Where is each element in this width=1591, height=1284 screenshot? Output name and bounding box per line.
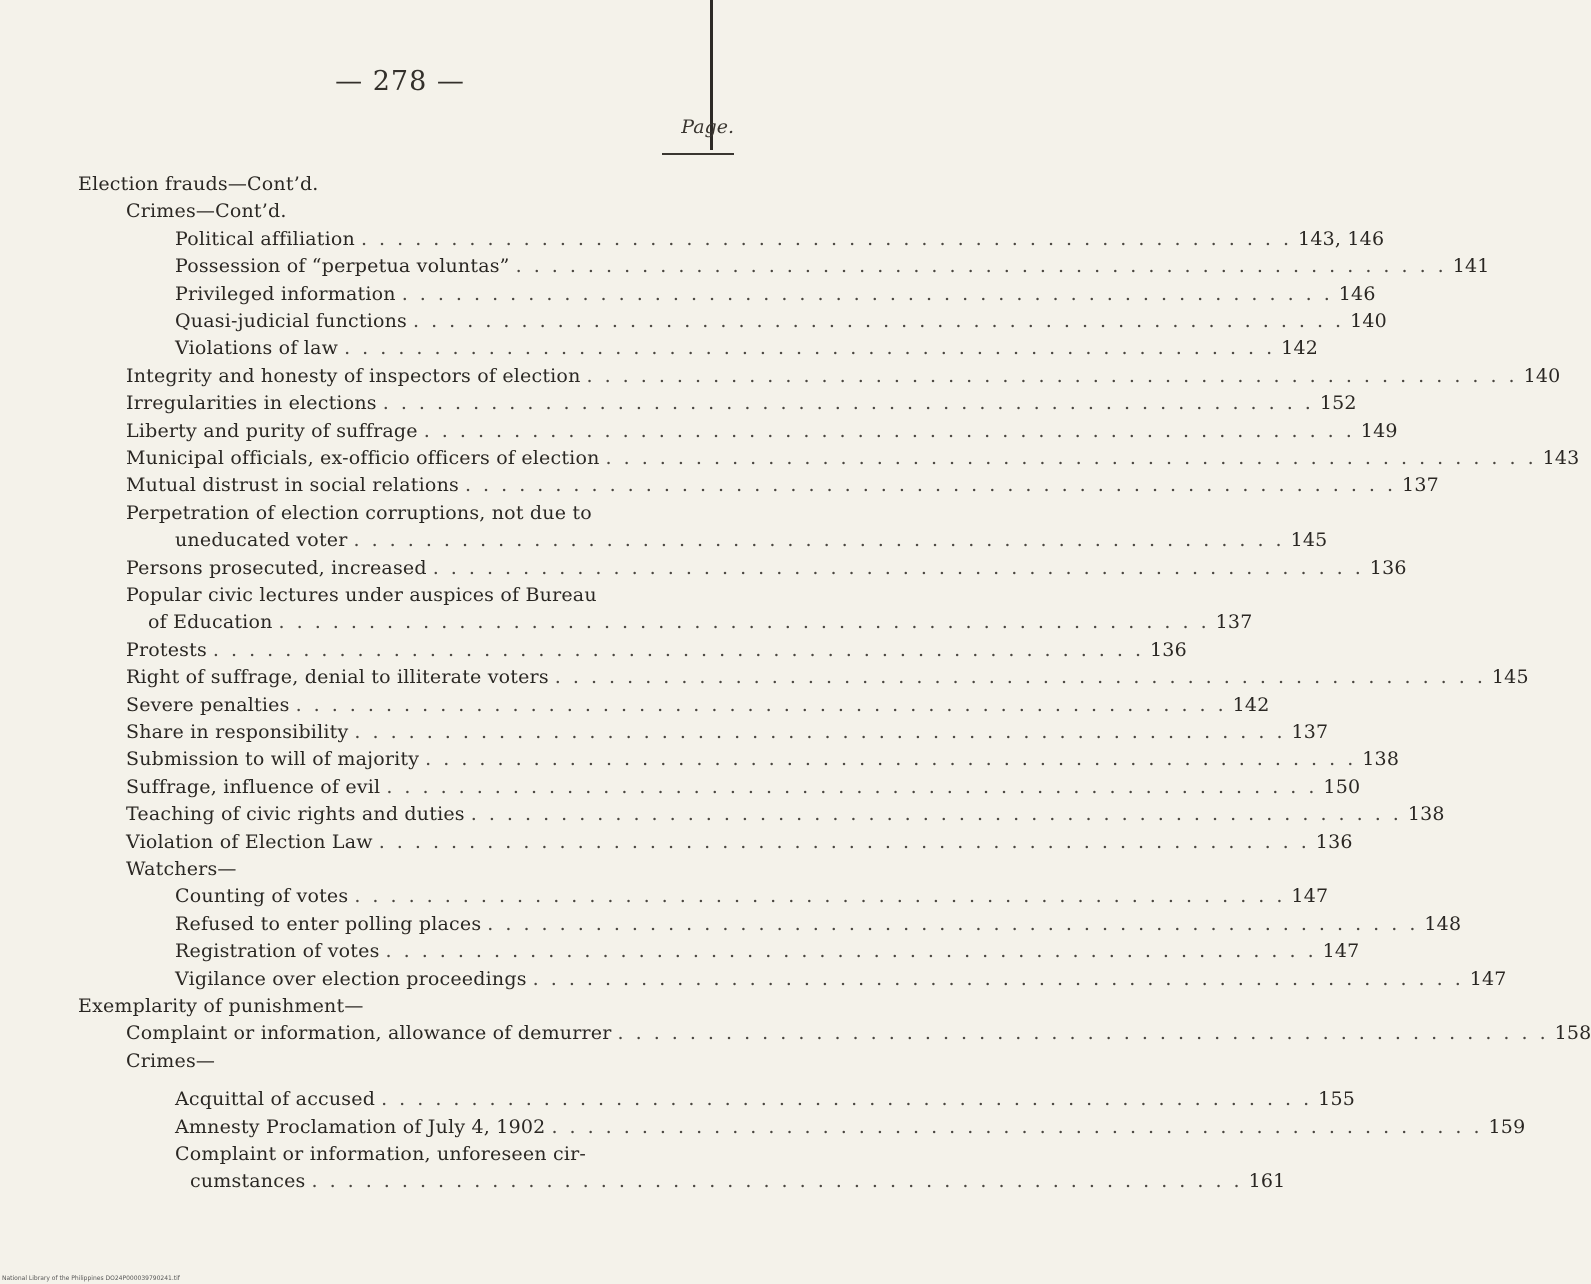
dot-leader: . . . . . . . . . . . . . . . . . . . . . . . . . . . . . . . . . . . . . . . . . . . . . . . . . . . . [360,227,1293,250]
index-entry [126,829,1353,856]
index-entry [126,472,1439,499]
dot-leader: . . . . . . . . . . . . . . . . . . . . . . . . . . . . . . . . . . . . . . . . . . . . . . . . . . . . [311,1170,1243,1193]
entry-label: Irregularities in elections [126,392,377,415]
index-entry [175,1086,1356,1113]
dot-leader: . . . . . . . . . . . . . . . . . . . . . . . . . . . . . . . . . . . . . . . . . . . . . . . . . . . . [617,1022,1549,1045]
footer-credit: National Library of the Philippines DO24P000039790241.tif [2,1275,180,1282]
entry-label: Amnesty Proclamation of July 4, 1902 [175,1115,546,1138]
entry-page-number: 136 [1150,638,1187,661]
dot-leader: . . . . . . . . . . . . . . . . . . . . . . . . . . . . . . . . . . . . . . . . . . . . . . . . . . . . [470,803,1402,826]
entry-label: Integrity and honesty of inspectors of election [126,364,581,387]
entry-page-number: 143, 146 [1298,227,1385,250]
index-entry [126,856,237,883]
entry-label: of Education [148,611,273,634]
index-entry [175,966,1507,993]
entry-page-number: 137 [1291,721,1329,743]
entry-page-number: 140 [1523,364,1561,387]
index-entry [175,938,1360,965]
index-entry [175,911,1462,938]
entry-label: Privileged information [175,282,396,305]
entry-page-number: 147 [1291,885,1329,908]
index-entry [175,308,1387,335]
dot-leader: . . . . . . . . . . . . . . . . . . . . . . . . . . . . . . . . . . . . . . . . . . . . . . . . . . . . [344,337,1276,360]
entry-page-number: 152 [1319,392,1357,415]
entry-page-number: 136 [1315,830,1353,853]
entry-page-number: 159 [1488,1115,1526,1138]
entry-label: Protests [126,638,207,661]
entry-label: Registration of votes [175,940,380,963]
dot-leader: . . . . . . . . . . . . . . . . . . . . . . . . . . . . . . . . . . . . . . . . . . . . . . . . . . . . [605,447,1537,469]
dot-leader: . . . . . . . . . . . . . . . . . . . . . . . . . . . . . . . . . . . . . . . . . . . . . . . . . . . . [378,830,1310,853]
dot-leader: . . . . . . . . . . . . . . . . . . . . . . . . . . . . . . . . . . . . . . . . . . . . . . . . . . . . [432,556,1364,579]
index-entry [126,692,1270,719]
entry-label: Severe penalties [126,693,290,716]
index-entry [175,527,1328,554]
entry-page-number: 161 [1248,1170,1286,1193]
entry-page-number: 149 [1360,419,1398,442]
header-rule [662,153,734,155]
index-entry [126,445,1580,472]
page-column-header: Page. [681,116,734,138]
entry-label: Share in responsibility [126,721,349,743]
entry-label: Complaint or information, allowance of demurrer [126,1022,612,1045]
dot-leader: . . . . . . . . . . . . . . . . . . . . . . . . . . . . . . . . . . . . . . . . . . . . . . . . . . . . [515,255,1447,278]
entry-label: Refused to enter polling places [175,912,482,935]
entry-page-number: 145 [1290,529,1328,552]
entry-page-number: 142 [1232,693,1270,716]
entry-page-number: 143 [1542,447,1580,469]
index-entry [126,390,1357,417]
entry-label: cumstances [190,1170,306,1193]
index-entry [126,719,1329,746]
index-entry [126,363,1561,390]
entry-label: Right of suffrage, denial to illiterate voters [126,666,549,689]
entry-label: Popular civic lectures under auspices of Bureau [126,584,597,606]
index-entry [126,801,1445,828]
index-entry [126,555,1407,582]
dot-leader: . . . . . . . . . . . . . . . . . . . . . . . . . . . . . . . . . . . . . . . . . . . . . . . . . . . . [425,748,1357,771]
index-entry [126,582,597,609]
entry-page-number: 142 [1281,337,1319,360]
entry-page-number: 155 [1318,1088,1356,1111]
entry-page-number: 145 [1491,666,1529,689]
entry-label: Liberty and purity of suffrage [126,419,418,442]
entry-label: uneducated voter [175,529,348,552]
index-entry [175,883,1329,910]
entry-page-number: 150 [1323,775,1361,798]
entry-label: Election frauds—Cont’d. [78,173,319,195]
entry-label: Violation of Election Law [126,830,373,853]
entry-label: Submission to will of majority [126,748,420,771]
index-entry [175,335,1319,362]
entry-page-number: 158 [1554,1022,1591,1045]
entry-label: Perpetration of election corruptions, not due to [126,501,592,524]
entry-label: Persons prosecuted, increased [126,556,427,579]
dot-leader: . . . . . . . . . . . . . . . . . . . . . . . . . . . . . . . . . . . . . . . . . . . . . . . . . . . . [586,364,1518,387]
entry-label: Counting of votes [175,885,349,908]
index-entry [175,281,1376,308]
entry-label: Teaching of civic rights and duties [126,803,465,826]
dot-leader: . . . . . . . . . . . . . . . . . . . . . . . . . . . . . . . . . . . . . . . . . . . . . . . . . . . . [554,666,1486,689]
dot-leader: . . . . . . . . . . . . . . . . . . . . . . . . . . . . . . . . . . . . . . . . . . . . . . . . . . . . [354,721,1286,743]
index-entry [175,1114,1526,1141]
index-entry [78,171,319,198]
index-entry [175,1141,586,1168]
dot-leader: . . . . . . . . . . . . . . . . . . . . . . . . . . . . . . . . . . . . . . . . . . . . . . . . . . . . [551,1115,1483,1138]
entry-label: Possession of “perpetua voluntas” [175,255,510,278]
index-entry [126,746,1400,773]
entry-page-number: 141 [1452,255,1490,278]
dot-leader: . . . . . . . . . . . . . . . . . . . . . . . . . . . . . . . . . . . . . . . . . . . . . . . . . . . . [278,611,1210,634]
dot-leader: . . . . . . . . . . . . . . . . . . . . . . . . . . . . . . . . . . . . . . . . . . . . . . . . . . . . [413,310,1345,332]
entry-page-number: 140 [1350,310,1387,332]
index-entry [126,637,1187,664]
dot-leader: . . . . . . . . . . . . . . . . . . . . . . . . . . . . . . . . . . . . . . . . . . . . . . . . . . . . [381,1088,1313,1111]
entry-label: Municipal officials, ex-officio officers of election [126,447,600,469]
entry-label: Exemplarity of punishment— [78,995,364,1017]
index-entry [126,1020,1591,1047]
entry-label: Violations of law [175,337,339,360]
index-entry [78,993,364,1020]
index-entry [148,609,1253,636]
dot-leader: . . . . . . . . . . . . . . . . . . . . . . . . . . . . . . . . . . . . . . . . . . . . . . . . . . . . [401,282,1333,305]
dot-leader: . . . . . . . . . . . . . . . . . . . . . . . . . . . . . . . . . . . . . . . . . . . . . . . . . . . . [353,529,1285,552]
index-entry [190,1168,1286,1195]
dot-leader: . . . . . . . . . . . . . . . . . . . . . . . . . . . . . . . . . . . . . . . . . . . . . . . . . . . . [386,775,1318,798]
index-entry [126,774,1361,801]
index-entry [126,418,1398,445]
entry-label: Vigilance over election proceedings [175,967,527,990]
entry-page-number: 136 [1369,556,1407,579]
entry-label: Acquittal of accused [175,1088,376,1111]
entry-label: Quasi-judicial functions [175,310,408,332]
entry-label: Complaint or information, unforeseen cir- [175,1142,586,1165]
entry-page-number: 138 [1362,748,1400,771]
entry-page-number: 148 [1424,912,1462,935]
entry-label: Crimes—Cont’d. [126,200,287,223]
entry-page-number: 137 [1215,611,1253,634]
entry-label: Political affiliation [175,227,355,250]
entry-page-number: 146 [1338,282,1376,305]
entry-page-number: 138 [1407,803,1445,826]
index-entry [175,253,1490,280]
entry-page-number: 147 [1469,967,1507,990]
index-entry [126,1048,215,1075]
dot-leader: . . . . . . . . . . . . . . . . . . . . . . . . . . . . . . . . . . . . . . . . . . . . . . . . . . . . [385,940,1317,963]
dot-leader: . . . . . . . . . . . . . . . . . . . . . . . . . . . . . . . . . . . . . . . . . . . . . . . . . . . . [382,392,1314,415]
entry-label: Mutual distrust in social relations [126,474,459,497]
dot-leader: . . . . . . . . . . . . . . . . . . . . . . . . . . . . . . . . . . . . . . . . . . . . . . . . . . . . [532,967,1464,990]
entry-page-number: 137 [1402,474,1439,497]
dot-leader: . . . . . . . . . . . . . . . . . . . . . . . . . . . . . . . . . . . . . . . . . . . . . . . . . . . . [295,693,1227,716]
entry-label: Suffrage, influence of evil [126,775,381,798]
index-entry [126,198,287,225]
index-entry [175,226,1385,253]
dot-leader: . . . . . . . . . . . . . . . . . . . . . . . . . . . . . . . . . . . . . . . . . . . . . . . . . . . . [423,419,1355,442]
entry-label: Watchers— [126,858,237,880]
index-entry [126,500,592,527]
dot-leader: . . . . . . . . . . . . . . . . . . . . . . . . . . . . . . . . . . . . . . . . . . . . . . . . . . . . [354,885,1286,908]
entry-page-number: 147 [1322,940,1360,963]
dot-leader: . . . . . . . . . . . . . . . . . . . . . . . . . . . . . . . . . . . . . . . . . . . . . . . . . . . . [212,638,1144,661]
dot-leader: . . . . . . . . . . . . . . . . . . . . . . . . . . . . . . . . . . . . . . . . . . . . . . . . . . . . [464,474,1397,497]
page-number: — 278 — [335,66,465,97]
dot-leader: . . . . . . . . . . . . . . . . . . . . . . . . . . . . . . . . . . . . . . . . . . . . . . . . . . . . [487,912,1419,935]
index-entry [126,664,1529,691]
entry-label: Crimes— [126,1049,216,1072]
